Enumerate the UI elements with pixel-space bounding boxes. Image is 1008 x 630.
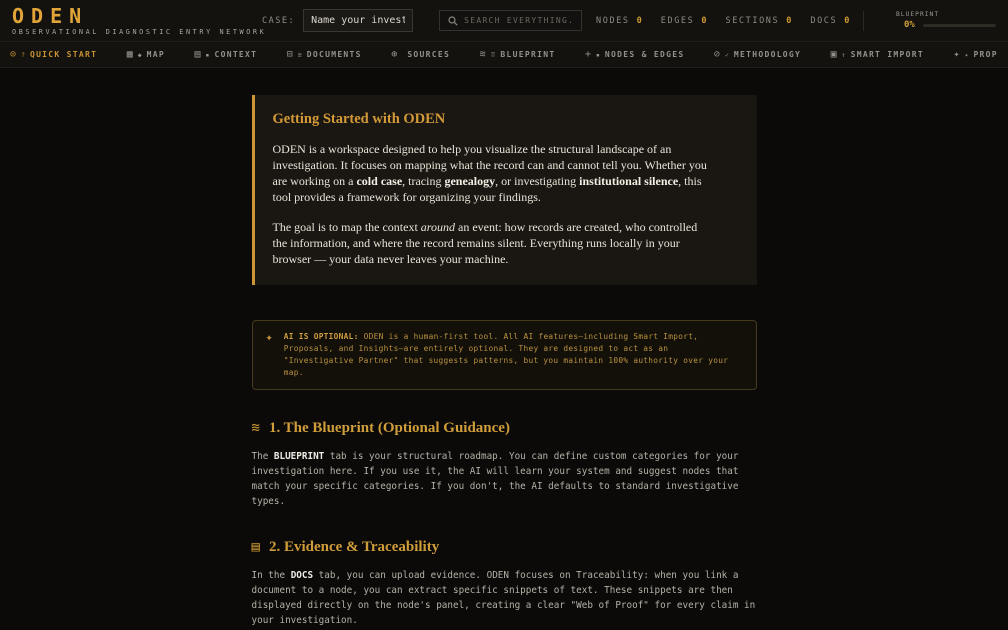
section-body: In the DOCS tab, you can upload evidence. ODEN focuses on Traceability: when you link a document to a node, you can extract specific snippets of text. These snippets are then displayed directly on the node's panel, creating a clear "Web of Proof" for every claim in your investigation.: [251, 570, 756, 626]
stat-edges: [661, 16, 707, 26]
stat-value: 0: [786, 15, 792, 26]
stat-value: 0: [844, 15, 850, 26]
tab-quick-start[interactable]: [10, 50, 97, 60]
stat-label: EDGES: [660, 15, 695, 26]
search-icon: [448, 16, 458, 26]
tab-nodes-edges[interactable]: [585, 50, 684, 60]
app-header: [0, 0, 1008, 42]
proposals-sparkle-icon: ✦: [953, 48, 960, 60]
tab-proposals[interactable]: [953, 50, 997, 60]
stat-docs: [810, 16, 849, 26]
tab-key: ✓: [724, 50, 729, 59]
quick-start-icon: ⊙: [10, 48, 17, 60]
blueprint-progress-block: [878, 11, 996, 30]
tab-label: METHODOLOGY: [733, 50, 802, 59]
tab-sources[interactable]: [391, 50, 450, 60]
blueprint-progress-label: BLUEPRINT: [896, 11, 940, 18]
blueprint-progress-bar: [923, 24, 996, 27]
stat-value: 0: [636, 15, 642, 26]
tab-label: NODES & EDGES: [604, 50, 685, 59]
context-file-icon: ▤: [194, 48, 201, 60]
search-box[interactable]: [439, 10, 582, 31]
tab-label: SMART IMPORT: [850, 50, 924, 59]
intro-paragraph-2: The goal is to map the context around an event: how records are created, who controlled the information, and where the record remains silent. Everything runs locally in your browser — your data never leaves your machine.: [272, 220, 698, 266]
tab-label: SOURCES: [407, 50, 451, 59]
sources-globe-icon: ⊕: [391, 48, 398, 60]
app-subtitle: OBSERVATIONAL DIAGNOSTIC ENTRY NETWORK: [12, 27, 267, 36]
main-toolbar: [0, 42, 1008, 68]
stat-sections: [725, 16, 791, 26]
page-title: Getting Started with ODEN: [272, 111, 446, 127]
section-blueprint: [252, 420, 757, 509]
map-icon: ▦: [126, 48, 133, 60]
tab-label: QUICK START: [29, 50, 98, 59]
tab-label: DOCUMENTS: [306, 50, 362, 59]
tab-documents[interactable]: [287, 50, 362, 60]
stat-label: SECTIONS: [725, 15, 780, 26]
tab-key: ✦: [964, 50, 969, 59]
tab-context[interactable]: [195, 50, 258, 60]
tab-label: BLUEPRINT: [500, 50, 556, 59]
blueprint-layers-icon: ≋: [479, 48, 486, 60]
tab-label: MAP: [146, 50, 166, 59]
stat-label: DOCS: [810, 15, 838, 26]
case-label: CASE:: [262, 15, 296, 26]
ai-optional-notice: [252, 320, 757, 390]
logo-block: [12, 3, 267, 36]
document-icon: ▤: [251, 539, 260, 555]
app-logo: ODEN: [12, 3, 89, 28]
quick-start-content: [252, 95, 757, 628]
tab-key: ≡: [297, 50, 302, 59]
tab-key: ▪: [596, 50, 600, 59]
section-evidence: [252, 539, 757, 628]
tab-label: CONTEXT: [214, 50, 258, 59]
methodology-check-icon: ⊘: [713, 48, 720, 60]
tab-key: ▪: [205, 50, 210, 59]
sparkle-icon: ✦: [265, 330, 273, 344]
tab-blueprint[interactable]: [480, 50, 556, 60]
section-heading: [252, 420, 757, 437]
tab-key: ↑: [841, 50, 846, 59]
plus-icon: +: [584, 48, 591, 60]
section-title: 1. The Blueprint (Optional Guidance): [268, 420, 510, 436]
case-name-input[interactable]: [303, 9, 413, 32]
section-heading: [252, 539, 757, 556]
search-input[interactable]: [464, 16, 573, 25]
intro-paragraph-1: ODEN is a workspace designed to help you visualize the structural landscape of an investigation. It focuses on mapping what the record can and cannot tell you. Whether you are working on a cold case, tracing genealogy, or investigating institutional silence, this tool provides a framework for organizing your findings.: [272, 142, 707, 204]
documents-box-icon: ⊟: [286, 48, 293, 60]
tab-label: PROP: [973, 50, 998, 59]
section-body: The BLUEPRINT tab is your structural roadmap. You can define custom categories for your investigation here. If you use it, the AI will learn your system and suggest nodes that match your specific categories. If you don't, the AI defaults to standard investigative types.: [251, 451, 739, 507]
blueprint-progress-value: 0%: [904, 20, 915, 30]
tab-smart-import[interactable]: [831, 50, 924, 60]
case-row: [262, 9, 413, 32]
intro-panel: [252, 95, 757, 285]
tab-key: ⠿: [490, 50, 496, 59]
header-divider: [863, 11, 864, 31]
smart-import-icon: ▣: [830, 48, 837, 60]
section-title: 2. Evidence & Traceability: [268, 539, 440, 555]
stat-value: 0: [701, 15, 707, 26]
layers-icon: ≋: [251, 420, 260, 436]
stat-label: NODES: [596, 15, 630, 26]
stat-nodes: [596, 16, 642, 26]
tab-key: ?: [21, 50, 25, 59]
tab-key: ◆: [137, 50, 142, 59]
tab-methodology[interactable]: [714, 50, 801, 60]
tab-map[interactable]: [127, 50, 165, 60]
ai-notice-text: AI IS OPTIONAL: ODEN is a human-first tool. All AI features—including Smart Import, Proposals, and Insights—are entirely optional. They are designed to act as an "Investigative Partner" that suggests patterns, but you maintain 100% authority over your map.: [283, 332, 729, 377]
header-stats: [596, 16, 849, 26]
